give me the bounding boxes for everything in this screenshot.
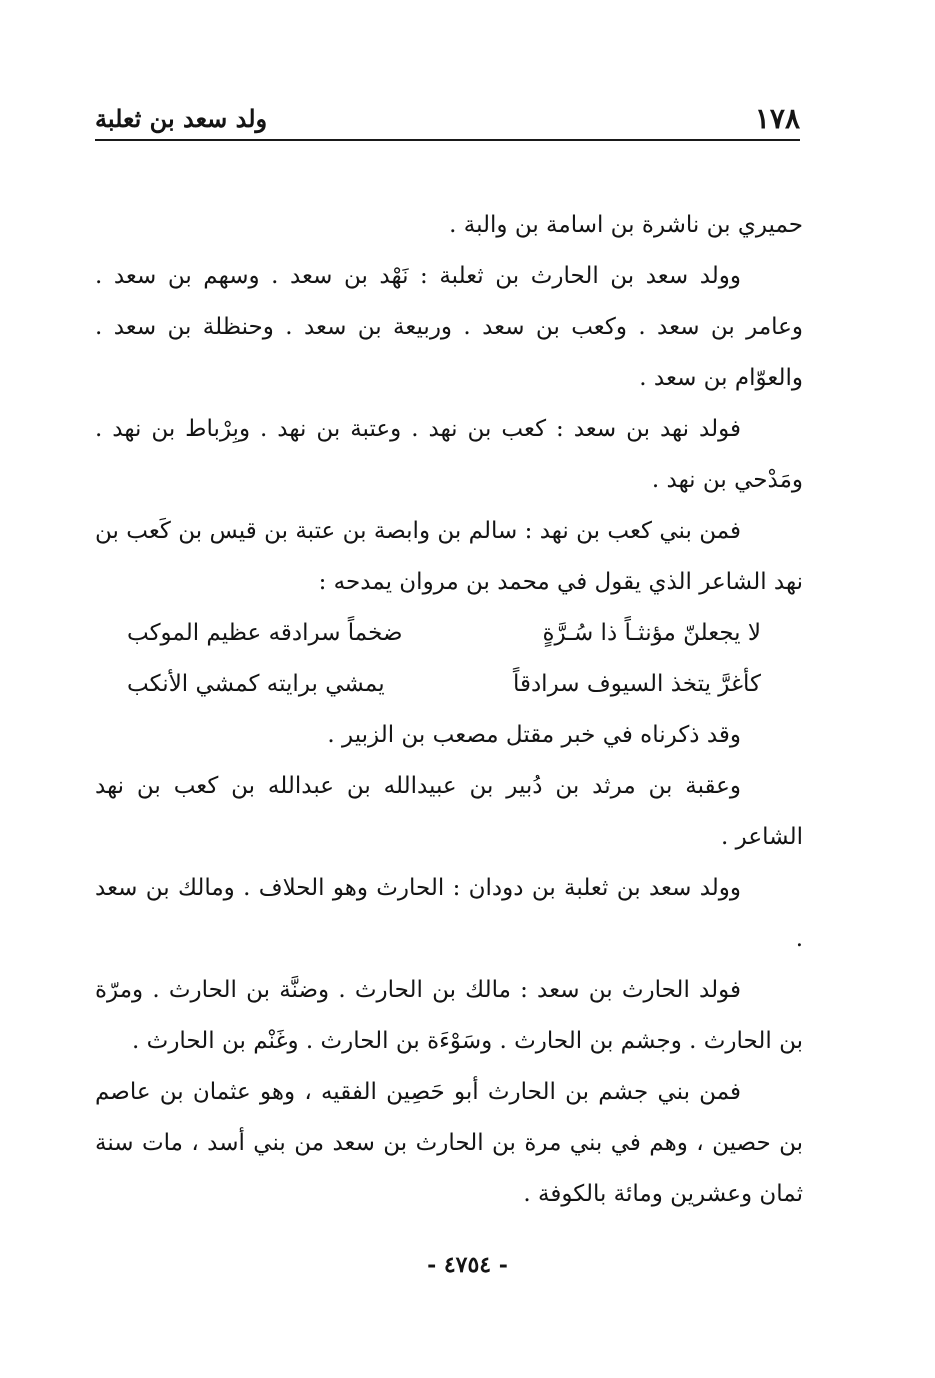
verse-line bbox=[95, 608, 803, 659]
verse-second-hemistich: ضخماً سرادقه عظيم الموكب bbox=[127, 620, 403, 646]
verse-second-hemistich: يمشي برايته كمشي الأنكب bbox=[127, 671, 385, 697]
body-text bbox=[95, 200, 803, 1220]
paragraph-sons-of-saad-bin-harith: وولد سعد بن الحارث بن ثعلبة : نَهْد بن سعد . وسهم بن سعد . وعامر بن سعد . وكعب بن سعد . وربيعة بن سعد . وحنظلة بن سعد . والعوّام بن سعد . bbox=[95, 263, 803, 391]
header-page-number: ١٧٨ bbox=[754, 102, 800, 135]
paragraph-sons-of-harith-bin-saad: فولد الحارث بن سعد : مالك بن الحارث . وضنَّة بن الحارث . ومرّة بن الحارث . وجشم بن الحارث . وسَوْءَة بن الحارث . وغَنْم بن الحارث . bbox=[95, 977, 803, 1054]
folio-number: - ٤٧٥٤ - bbox=[427, 1252, 508, 1278]
paragraph-sons-of-saad-bin-thalaba: وولد سعد بن ثعلبة بن دودان : الحارث وهو الحلاف . ومالك بن سعد . bbox=[95, 875, 803, 952]
paragraph-uqba-bin-marthad: وعقبة بن مرثد بن دُبير بن عبيدالله بن عبدالله بن كعب بن نهد الشاعر . bbox=[95, 773, 803, 850]
paragraph-banu-kaab-bin-nahd: فمن بني كعب بن نهد : سالم بن وابصة بن عتبة بن قيس بن كَعب بن نهد الشاعر الذي يقول في محمد بن مروان يمدحه : bbox=[95, 518, 803, 595]
running-header bbox=[95, 96, 800, 136]
verse-first-hemistich: كأغرَّ يتخذ السيوف سرادقاً bbox=[512, 671, 761, 697]
header-title: ولد سعد بن ثعلبة bbox=[95, 104, 268, 133]
verse-line bbox=[95, 659, 803, 710]
paragraph-banu-jusham: فمن بني جشم بن الحارث أبو حَصِين الفقيه ، وهو عثمان بن عاصم بن حصين ، وهم في بني مرة بن الحارث بن سعد من بني أسد ، مات سنة ثمان وعشرين ومائة بالكوفة . bbox=[95, 1079, 803, 1207]
verse-first-hemistich: لا يجعلنّ مؤنثـاً ذا سُـرَّةٍ bbox=[542, 620, 761, 646]
paragraph-verse-note: وقد ذكرناه في خبر مقتل مصعب بن الزبير . bbox=[327, 722, 741, 748]
paragraph-sons-of-nahd: فولد نهد بن سعد : كعب بن نهد . وعتبة بن نهد . وبِرْباط بن نهد . ومَدْحي بن نهد . bbox=[95, 416, 803, 493]
header-divider bbox=[95, 139, 800, 141]
paragraph-continuation: حميري بن ناشرة بن اسامة بن والبة . bbox=[449, 212, 803, 238]
